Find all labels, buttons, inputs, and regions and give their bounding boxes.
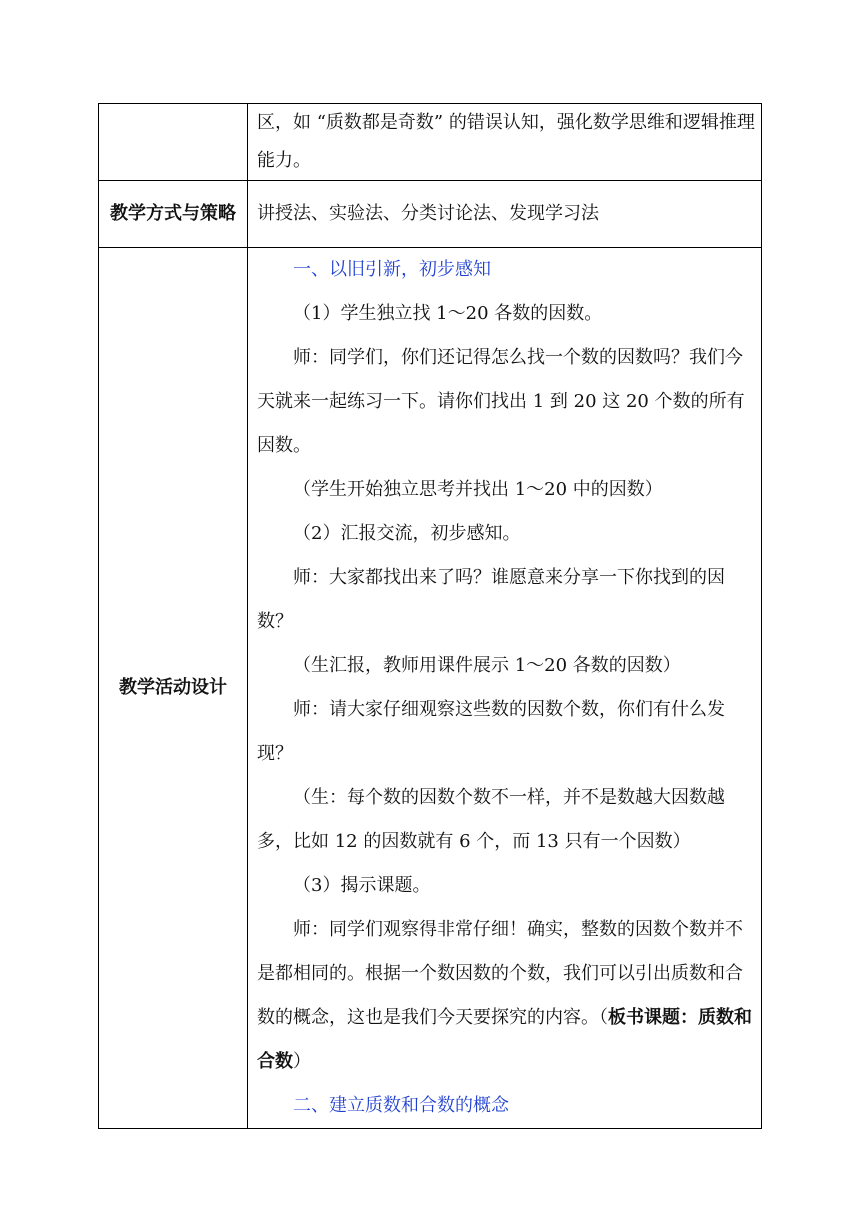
paragraph-2: 师：同学们，你们还记得怎么找一个数的因数吗？我们今天就来一起练习一下。请你们找出 1 到 20 这 20 个数的所有因数。	[257, 347, 745, 456]
board-title-bold: 板书课题：质数和合数	[257, 1007, 752, 1072]
objective-continuation-cell	[248, 104, 762, 181]
paragraph-10-end: ）	[293, 1051, 311, 1072]
paragraph-8: （生：每个数的因数个数不一样，并不是数越大因数越多，比如 12 的因数就有 6 个，而 13 只有一个因数）	[257, 787, 725, 852]
objective-continuation-text: 区，如 “质数都是奇数” 的错误认知，强化数学思维和逻辑推理能力。	[257, 112, 755, 171]
table-row	[99, 181, 762, 248]
row-label-activities	[99, 248, 248, 1129]
paragraph-7: 师：请大家仔细观察这些数的因数个数，你们有什么发现？	[257, 699, 725, 764]
paragraph-10-text: 师：同学们观察得非常仔细！确实，整数的因数个数并不是都相同的。根据一个数因数的个数，我们可以引出质数和合数的概念，这也是我们今天要探究的内容。（	[257, 919, 743, 1028]
methods-cell	[248, 181, 762, 248]
methods-text: 讲授法、实验法、分类讨论法、发现学习法	[257, 203, 599, 224]
paragraph-6: （生汇报，教师用课件展示 1～20 各数的因数）	[293, 655, 681, 676]
activities-cell	[248, 248, 762, 1129]
paragraph-1: （1）学生独立找 1～20 各数的因数。	[293, 303, 603, 324]
paragraph-5: 师：大家都找出来了吗？谁愿意来分享一下你找到的因数？	[257, 567, 725, 632]
methods-label-text: 教学方式与策略	[110, 203, 236, 224]
table-row	[99, 104, 762, 181]
paragraph-4: （2）汇报交流，初步感知。	[293, 523, 521, 544]
paragraph-9: （3）揭示课题。	[293, 875, 431, 896]
row-label-methods	[99, 181, 248, 248]
lesson-plan-table	[98, 103, 762, 1129]
section-heading-1: 一、以旧引新，初步感知	[293, 259, 491, 280]
paragraph-3: （学生开始独立思考并找出 1～20 中的因数）	[293, 479, 663, 500]
row-label-empty	[99, 104, 248, 181]
section-heading-2: 二、建立质数和合数的概念	[293, 1095, 509, 1116]
table-row	[99, 248, 762, 1129]
activities-label-text: 教学活动设计	[119, 677, 227, 698]
paragraph-10	[257, 908, 755, 1084]
